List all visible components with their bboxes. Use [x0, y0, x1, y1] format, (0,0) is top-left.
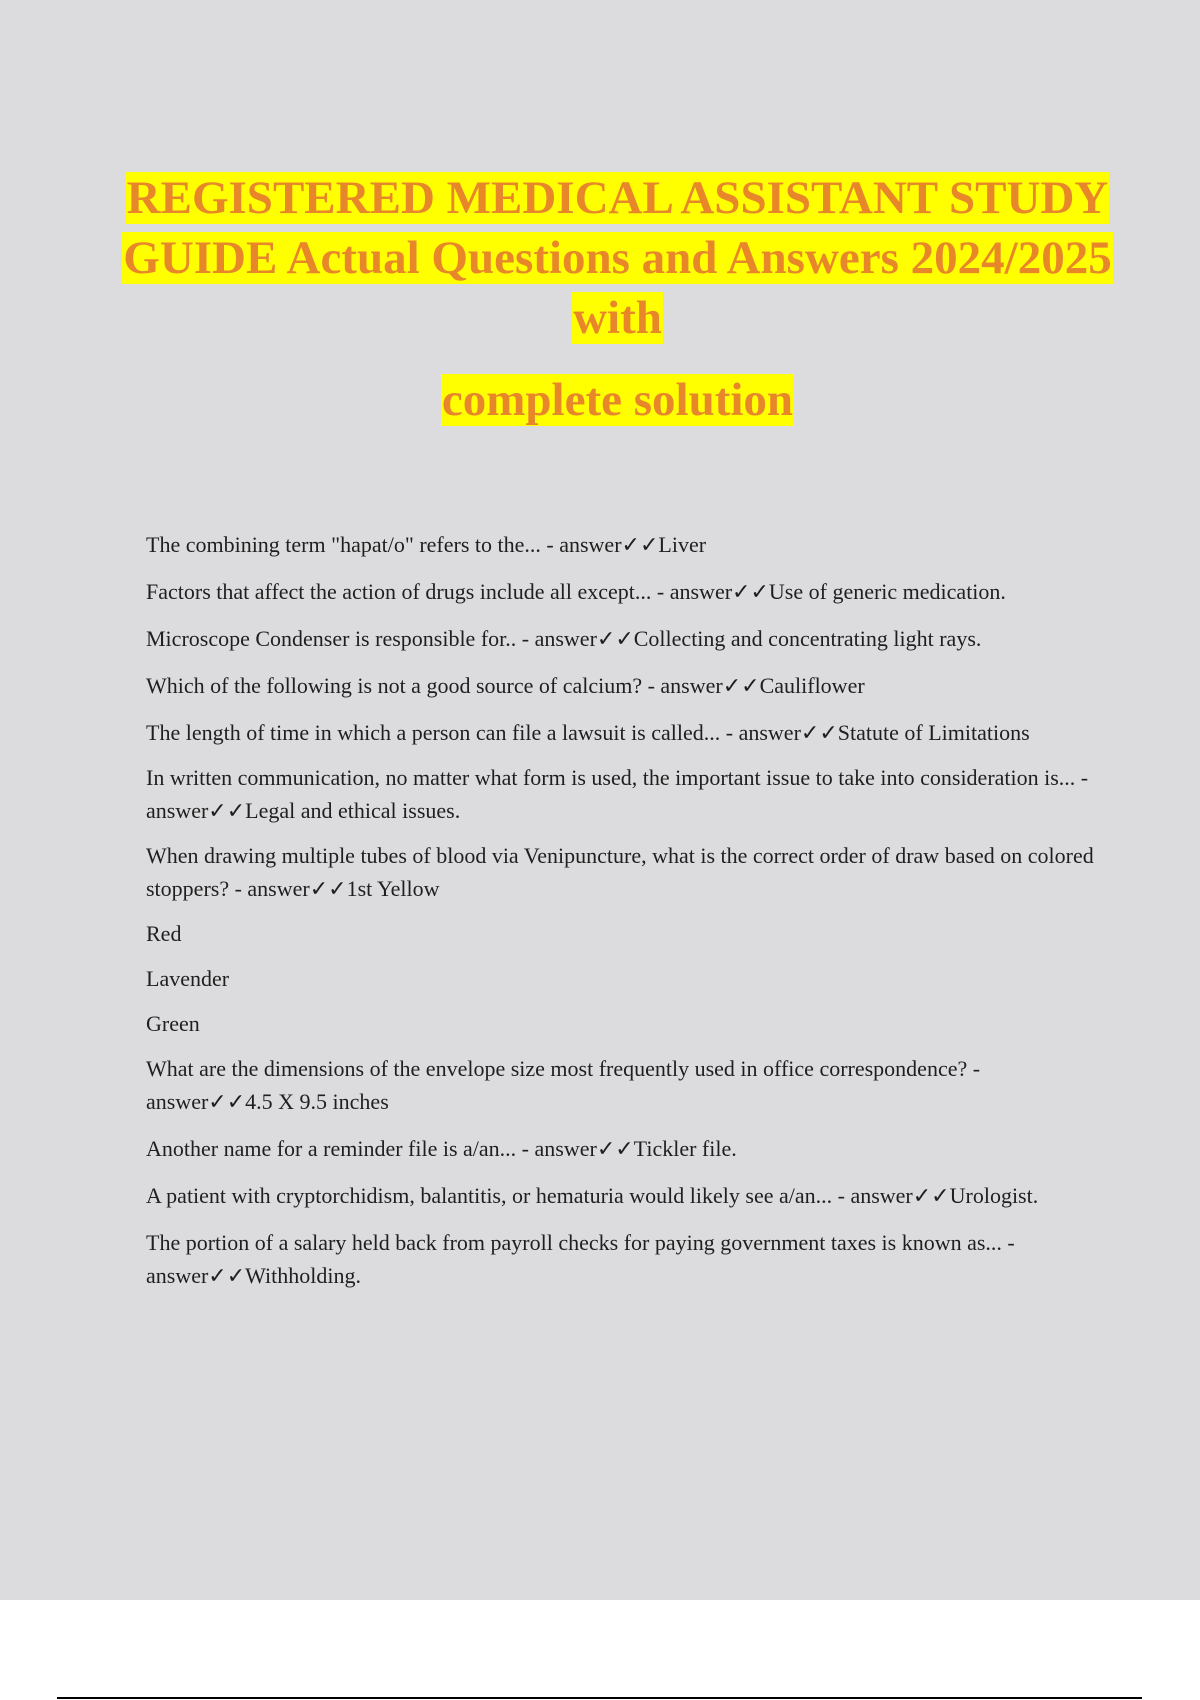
qa-item: Factors that affect the action of drugs include all except... - answer✓✓Use of generic medication. — [146, 579, 1006, 604]
qa-item: In written communication, no matter what form is used, the important issue to take into consideration is... - answer✓✓Legal and ethical issues. — [146, 765, 1089, 823]
qa-item: The length of time in which a person can file a lawsuit is called... - answer✓✓Statute of Limitations — [146, 720, 1030, 745]
qa-item: Lavender — [146, 966, 230, 991]
qa-item: What are the dimensions of the envelope size most frequently used in office correspondence? - answer✓✓4.5 X 9.5 inches — [146, 1056, 981, 1114]
qa-item: A patient with cryptorchidism, balantitis, or hematuria would likely see a/an... - answer✓✓Urologist. — [146, 1183, 1039, 1208]
document-title — [100, 168, 1135, 348]
document-subtitle-text: complete solution — [441, 374, 794, 426]
qa-item: When drawing multiple tubes of blood via Venipuncture, what is the correct order of draw based on colored stoppers? - answer✓✓1st Yellow — [146, 843, 1094, 901]
qa-item: The portion of a salary held back from payroll checks for paying government taxes is known as... - answer✓✓Withholding. — [146, 1230, 1015, 1288]
qa-item: The combining term "hapat/o" refers to the... - answer✓✓Liver — [146, 532, 707, 557]
qa-item: Which of the following is not a good source of calcium? - answer✓✓Cauliflower — [146, 673, 865, 698]
qa-item: Microscope Condenser is responsible for.. - answer✓✓Collecting and concentrating light rays. — [146, 626, 982, 651]
title-block — [100, 168, 1135, 430]
qa-item: Green — [146, 1011, 200, 1036]
document-subtitle — [100, 370, 1135, 430]
footer-divider — [57, 1697, 1142, 1699]
document-title-text: REGISTERED MEDICAL ASSISTANT STUDY GUIDE Actual Questions and Answers 2024/2025 with — [123, 172, 1112, 344]
qa-list — [146, 528, 1096, 1292]
qa-item: Red — [146, 921, 182, 946]
qa-item: Another name for a reminder file is a/an... - answer✓✓Tickler file. — [146, 1136, 737, 1161]
